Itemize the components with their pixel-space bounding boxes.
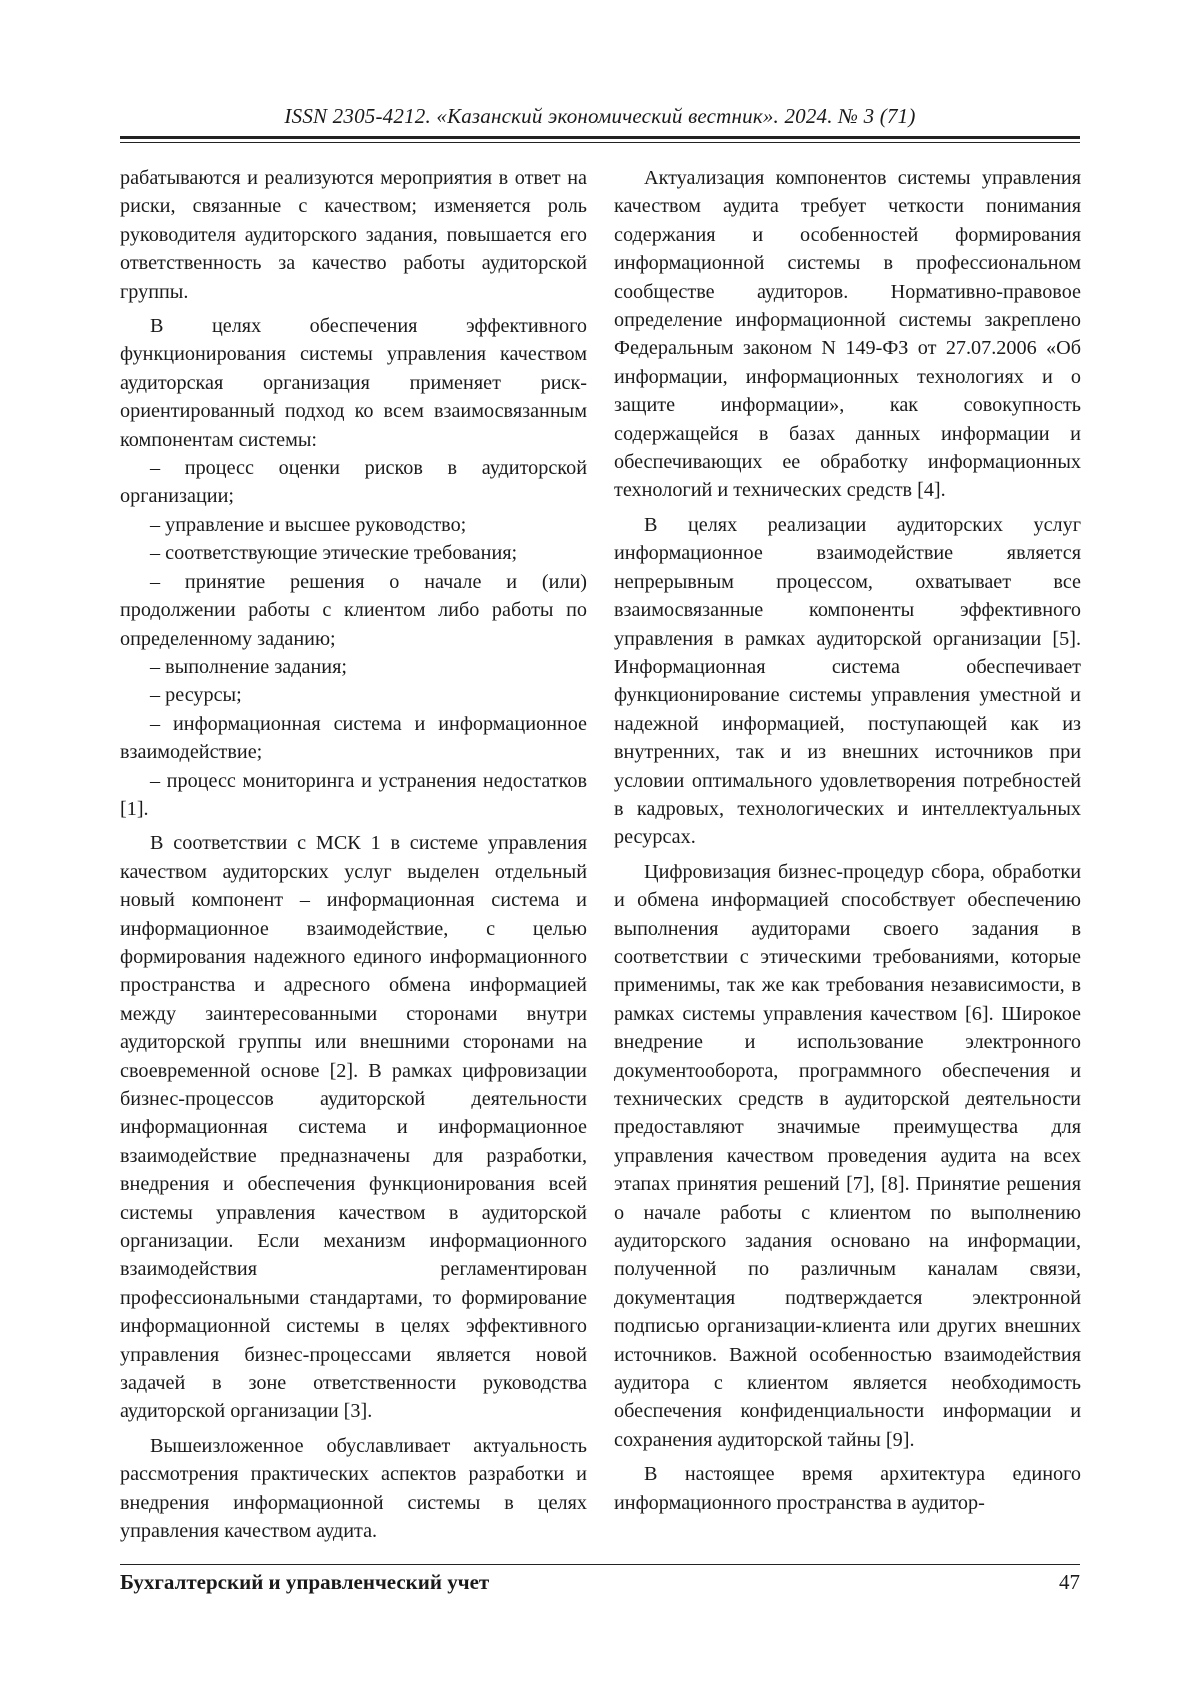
list-item: – управление и высшее руководство; [150, 513, 467, 536]
list-item: – выполнение задания; [150, 655, 347, 678]
list-item: – информационная система и информационное взаимодействие; [120, 712, 587, 764]
footer-rule [120, 1564, 1080, 1565]
list-item: – процесс оценки рисков в аудиторской организации; [120, 457, 587, 508]
paragraph: Вышеизложенное обуславливает актуальность рассмотрения практических аспектов разработки и внедрения информационной системы в целях управления качеством аудита. [120, 1434, 587, 1543]
paragraph: В целях реализации аудиторских услуг информационное взаимодействие является непрерывным процессом, охватывает все взаимосвязанные компоненты эффективного управления в рамках аудиторской организации [5]. Информационная система обеспечивает функционирование системы управления уместной и надежной информацией, поступающей как из внутренних, так и из внешних источников при условии оптимального удовлетворения потребностей в кадровых, технологических и интеллектуальных ресурсах. [614, 513, 1081, 849]
header-rule-thick [120, 136, 1080, 139]
paragraph: В соответствии с МСК 1 в системе управления качеством аудиторских услуг выделен отдельный новый компонент – информационная система и информационное взаимодействие, с целью формирования надежного единого информационного пространства и адресного обмена информацией между заинтересованными сторонами внутри аудиторской группы или внешними сторонами на своевременной основе [2]. В рамках цифровизации бизнес-процессов аудиторской деятельности информационная система и информационное взаимодействие предназначены для разработки, внедрения и обеспечения функционирования всей системы управления качеством в аудиторской организации. Если механизм информационного взаимодействия регламентирован профессиональными стандартами, то формирование информационной системы в целях эффективного управления бизнес-процессами является новой задачей в зоне ответственности руководства аудиторской организации [3]. [120, 832, 587, 1423]
list-item: – принятие решения о начале и (или) продолжении работы с клиентом либо работы по определенному заданию; [120, 570, 587, 650]
paragraph: В целях обеспечения эффективного функционирования системы управления качеством аудиторская организация применяет риск-ориентированный подход ко всем взаимосвязанным компонентам системы: [120, 315, 587, 451]
paragraph: В настоящее время архитектура единого информационного пространства в аудитор- [614, 1463, 1081, 1514]
paragraph: рабатываются и реализуются мероприятия в ответ на риски, связанные с качеством; изменяется роль руководителя аудиторского задания, повышается его ответственность за качество работы аудиторской группы. [120, 167, 587, 303]
paragraph: Актуализация компонентов системы управления качеством аудита требует четкости понимания содержания и особенностей формирования информационной системы в профессиональном сообществе аудиторов. Нормативно-правовое определение информационной системы закреплено Федеральным законом N 149-ФЗ от 27.07.2006 «Об информации, информационных технологиях и о защите информации», как совокупность содержащейся в базах данных информации и обеспечивающих ее обработку информационных технологий и технических средств [4]. [614, 167, 1081, 502]
running-header: ISSN 2305-4212. «Казанский экономический вестник». 2024. № 3 (71) [284, 104, 916, 128]
right-column [614, 164, 1081, 1517]
header-rule-thin [120, 142, 1080, 143]
list-item: – соответствующие этические требования; [150, 542, 518, 565]
page-number: 47 [1059, 1570, 1080, 1594]
list-item: – ресурсы; [150, 684, 242, 707]
paragraph: Цифровизация бизнес-процедур сбора, обработки и обмена информацией способствует обеспечению выполнения аудиторами своего задания в соответствии с этическими требованиями, которые применимы, так же как требования независимости, в рамках системы управления качеством [6]. Широкое внедрение и использование электронного документооборота, программного обеспечения и технических средств в аудиторской деятельности предоставляют значимые преимущества для управления качеством проведения аудита на всех этапах принятия решений [7], [8]. Принятие решения о начале работы с клиентом по выполнению аудиторского задания основано на информации, полученной по различным каналам связи, документация подтверждается электронной подписью организации-клиента или других внешних источников. Важной особенностью взаимодействия аудитора с клиентом является необходимость обеспечения конфиденциальности информации и сохранения аудиторской тайны [9]. [614, 860, 1081, 1451]
list-item: – процесс мониторинга и устранения недостатков [1]. [120, 769, 587, 820]
left-column [120, 164, 587, 1546]
footer-section-title: Бухгалтерский и управленческий учет [120, 1570, 490, 1594]
